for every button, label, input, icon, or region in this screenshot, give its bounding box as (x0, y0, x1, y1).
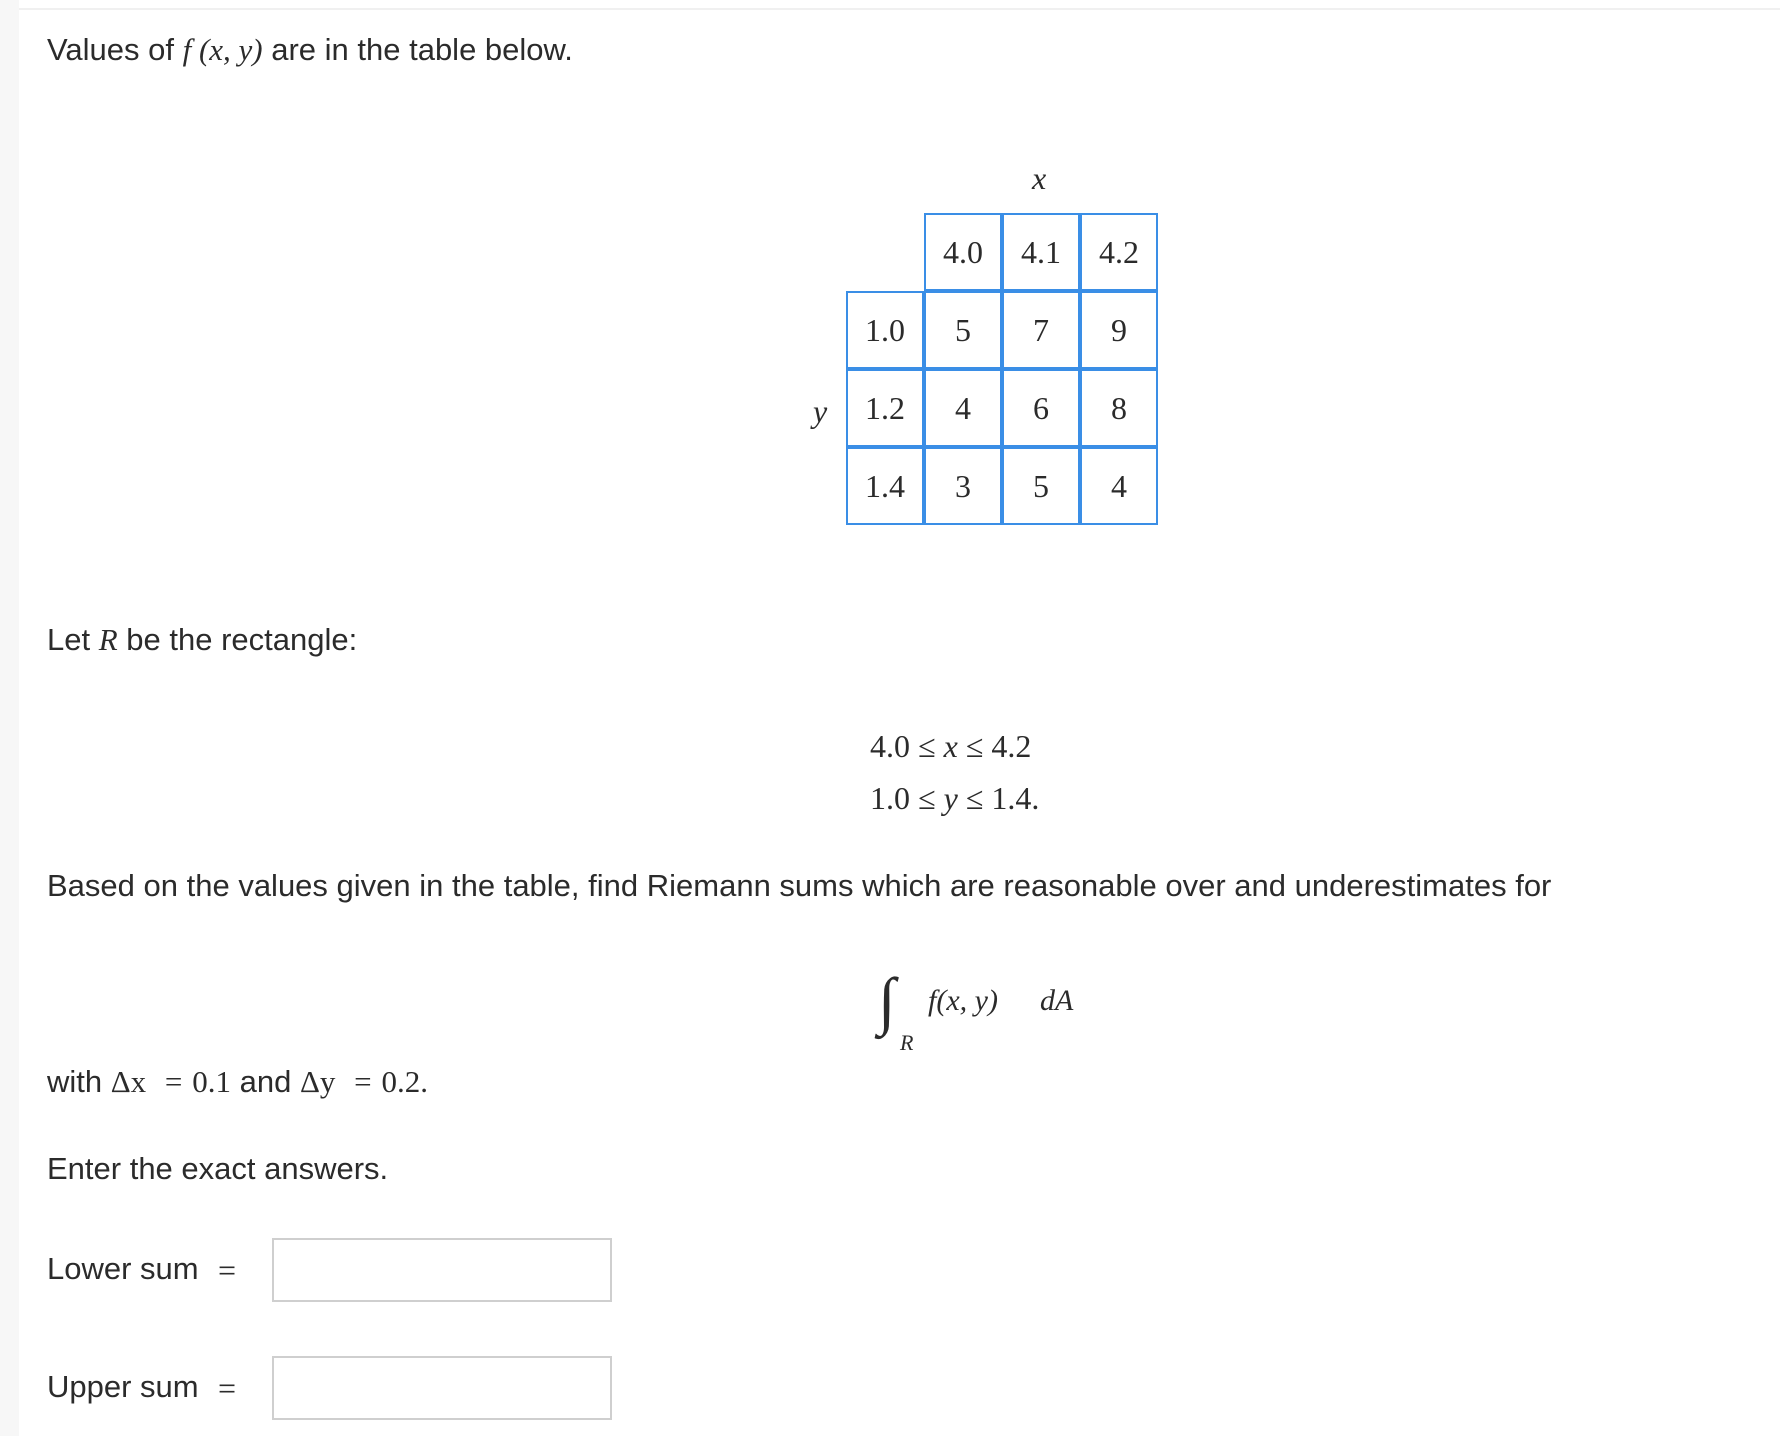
y-header-cell: 1.2 (846, 369, 924, 447)
y-rel-left: ≤ (918, 780, 936, 816)
table-cell: 6 (1002, 369, 1080, 447)
table-cell: 3 (924, 447, 1002, 525)
table-cell: 5 (1002, 447, 1080, 525)
x-header-cell: 4.2 (1080, 213, 1158, 291)
upper-sum-equals: = (218, 1370, 237, 1406)
left-margin-bar (0, 0, 19, 1436)
intro-prefix: Values of (47, 32, 183, 67)
table-cell: 8 (1080, 369, 1158, 447)
delta-x-value: 0.1 (192, 1064, 232, 1099)
intro-suffix: are in the table below. (262, 32, 573, 67)
delta-x-equals: = (164, 1064, 183, 1099)
x-rel-left: ≤ (918, 728, 936, 764)
table-cell: 5 (924, 291, 1002, 369)
upper-sum-input[interactable] (272, 1356, 612, 1420)
x-header-cell: 4.0 (924, 213, 1002, 291)
upper-sum-label: Upper sum (47, 1369, 199, 1404)
delta-prefix: with (47, 1064, 111, 1099)
y-var: y (943, 780, 958, 816)
table-cell: 4 (924, 369, 1002, 447)
y-axis-label: y (813, 393, 828, 429)
integrand: f(x, y) (928, 984, 998, 1017)
delta-y-value: 0.2. (381, 1064, 429, 1099)
rectangle-prefix: Let (47, 622, 99, 657)
delta-y-equals: = (354, 1064, 372, 1099)
lower-sum-equals: = (218, 1252, 237, 1288)
x-axis-label: x (1032, 160, 1047, 196)
x-min: 4.0 (870, 728, 910, 764)
delta-middle: and (231, 1064, 300, 1099)
lower-sum-input[interactable] (272, 1238, 612, 1302)
top-divider (19, 8, 1780, 10)
table-cell: 7 (1002, 291, 1080, 369)
y-header-cell: 1.4 (846, 447, 924, 525)
rectangle-symbol: R (98, 622, 118, 657)
lower-sum-label: Lower sum (47, 1251, 199, 1286)
delta-y-symbol: Δy (300, 1064, 336, 1099)
intro-sentence (47, 30, 573, 70)
instruction-text: Based on the values given in the table, find Riemann sums which are reasonable over and underestimates for (47, 868, 1552, 903)
delta-sentence (47, 1062, 428, 1102)
x-max: 4.2 (991, 728, 1032, 764)
exact-answers-note: Enter the exact answers. (47, 1151, 389, 1186)
x-range-inequality (870, 728, 1031, 765)
y-max: 1.4. (991, 780, 1040, 816)
intro-function: f (x, y) (182, 32, 263, 67)
y-min: 1.0 (870, 780, 910, 816)
x-var: x (943, 728, 958, 764)
differential: dA (1040, 984, 1074, 1017)
rectangle-sentence (47, 620, 357, 660)
y-range-inequality (870, 780, 1039, 817)
y-rel-right: ≤ (965, 780, 984, 816)
integral-region: R (900, 1030, 914, 1055)
table-cell: 4 (1080, 447, 1158, 525)
delta-x (111, 1064, 146, 1099)
y-header-cell: 1.0 (846, 291, 924, 369)
table-cell: 9 (1080, 291, 1158, 369)
x-rel-right: ≤ (965, 728, 984, 764)
integral-expression (878, 965, 1098, 1060)
delta-x-symbol: Δx (110, 1064, 147, 1099)
x-header-cell: 4.1 (1002, 213, 1080, 291)
integral-sign: ∫ (878, 965, 896, 1036)
rectangle-suffix: be the rectangle: (117, 622, 358, 657)
